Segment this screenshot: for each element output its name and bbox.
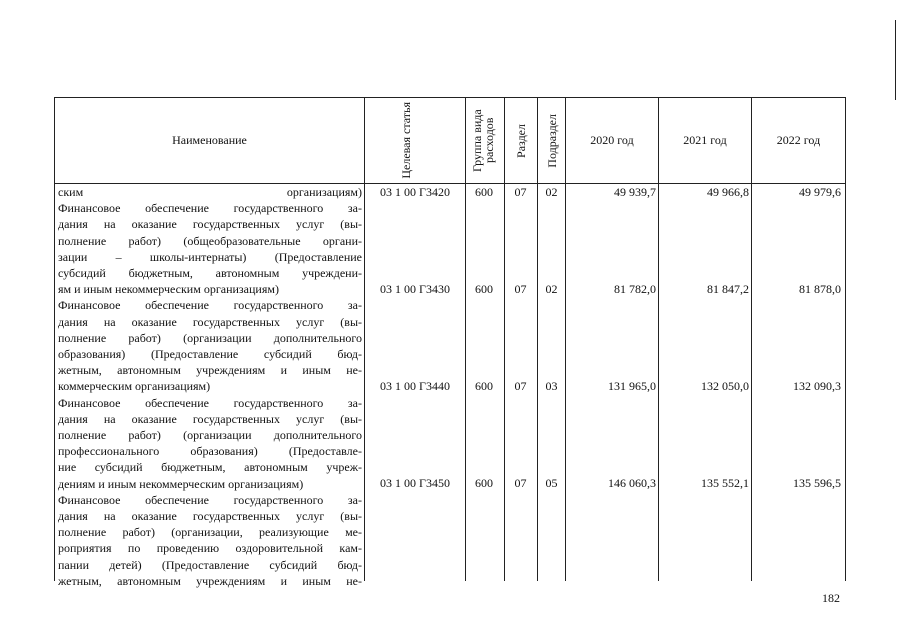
- name-line: дениям и иным некоммерческим организациям): [58, 476, 304, 491]
- header-subsection: [538, 98, 565, 183]
- amount-2021: 81 847,2: [707, 282, 749, 296]
- amount-2022: 49 979,6: [799, 185, 841, 199]
- name-line: Финансовое обеспечение государственного за-: [58, 201, 362, 216]
- subsection-code: 02: [545, 282, 558, 296]
- amount-2020: 81 782,0: [614, 282, 656, 296]
- amount-2022: 132 090,3: [793, 379, 841, 393]
- amount-2020: 131 965,0: [608, 379, 656, 393]
- name-line: пании детей) (Предоставление субсидий бюд-: [58, 557, 362, 572]
- header-group: [466, 98, 504, 183]
- name-line: Финансовое обеспечение государственного за-: [58, 395, 362, 410]
- header-year-2020-label: 2020 год: [590, 133, 634, 147]
- name-column: [58, 184, 362, 589]
- header-name: [55, 98, 364, 183]
- amount-2020: 49 939,7: [614, 185, 656, 199]
- section-code: 07: [514, 282, 527, 296]
- budget-table: [54, 97, 846, 588]
- header-target-label: Целевая статья: [399, 102, 413, 179]
- header-year-2022: [752, 98, 845, 183]
- name-line: дания на оказание государственных услуг (вы-: [58, 314, 362, 329]
- expense-group: 600: [475, 476, 493, 490]
- name-line: субсидий бюджетным, автономным учреждени-: [58, 266, 362, 281]
- name-line: дания на оказание государственных услуг (вы-: [58, 509, 362, 524]
- name-line: роприятия по проведению оздоровительной кам-: [58, 541, 362, 556]
- amount-2022: 81 878,0: [799, 282, 841, 296]
- header-name-label: Наименование: [172, 133, 247, 147]
- name-line: дания на оказание государственных услуг (вы-: [58, 217, 362, 232]
- name-line: дания на оказание государственных услуг (вы-: [58, 411, 362, 426]
- header-year-2021-label: 2021 год: [683, 133, 727, 147]
- section-code: 07: [514, 476, 527, 490]
- name-line: ям и иным некоммерческим организациям): [58, 282, 279, 297]
- expense-group: 600: [475, 282, 493, 296]
- expense-group: 600: [475, 185, 493, 199]
- header-year-2020: [566, 98, 658, 183]
- header-group-label: Группа вида расходов: [470, 109, 496, 172]
- target-code: 03 1 00 Г3440: [380, 379, 450, 393]
- margin-rule: [895, 20, 896, 100]
- name-line: жетным, автономным учреждениям и иным не-: [58, 573, 362, 588]
- name-line: зации – школы-интернаты) (Предоставление: [58, 249, 362, 264]
- name-line: жетным, автономным учреждениям и иным не-: [58, 363, 362, 378]
- subsection-code: 05: [545, 476, 558, 490]
- target-code: 03 1 00 Г3430: [380, 282, 450, 296]
- name-line: ским организациям): [58, 185, 362, 199]
- name-line: образования) (Предоставление субсидий бюд-: [58, 347, 362, 362]
- name-line: полнение работ) (организации, реализующие ме-: [58, 525, 362, 540]
- header-section: [505, 98, 537, 183]
- amount-2020: 146 060,3: [608, 476, 656, 490]
- name-line: ние субсидий бюджетным, автономным учреж-: [58, 460, 362, 475]
- header-target: [365, 98, 465, 183]
- subsection-code: 03: [545, 379, 558, 393]
- section-code: 07: [514, 379, 527, 393]
- amount-2022: 135 596,5: [793, 476, 841, 490]
- header-year-2022-label: 2022 год: [776, 133, 821, 147]
- header-section-label: Раздел: [514, 123, 528, 158]
- name-line: Финансовое обеспечение государственного за-: [58, 298, 362, 313]
- section-code: 07: [514, 185, 527, 199]
- name-line: полнение работ) (организации дополнительного: [58, 330, 362, 345]
- header-subsection-label: Подраздел: [544, 113, 559, 168]
- target-code: 03 1 00 Г3450: [380, 476, 450, 490]
- name-line: Финансовое обеспечение государственного за-: [58, 492, 362, 507]
- amount-2021: 132 050,0: [701, 379, 749, 393]
- amount-2021: 49 966,8: [707, 185, 749, 199]
- target-code: 03 1 00 Г3420: [380, 185, 450, 199]
- name-line: полнение работ) (общеобразовательные органи-: [58, 233, 362, 248]
- name-line: профессионального образования) (Предоставле-: [58, 444, 362, 459]
- name-line: полнение работ) (организации дополнительного: [58, 428, 362, 443]
- page-number: 182: [822, 591, 840, 605]
- header-year-2021: [659, 98, 751, 183]
- name-line: коммерческим организациям): [58, 379, 211, 394]
- expense-group: 600: [475, 379, 493, 393]
- amount-2021: 135 552,1: [701, 476, 749, 490]
- subsection-code: 02: [545, 185, 558, 199]
